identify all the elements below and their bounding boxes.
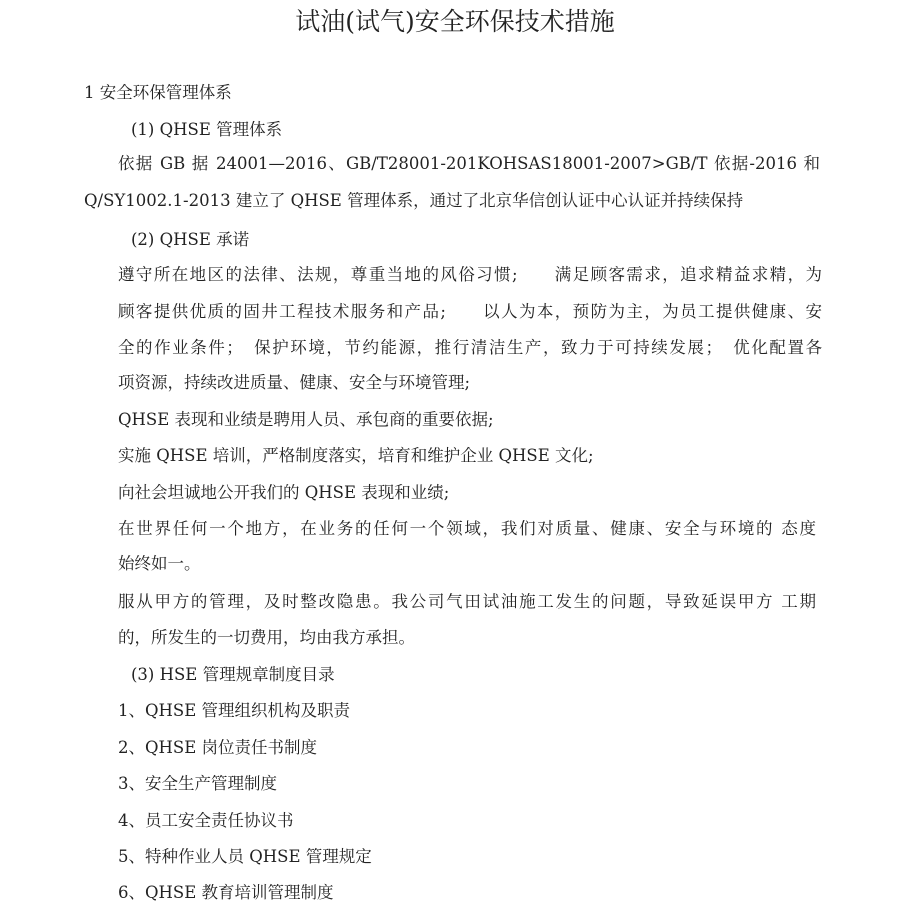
subsection-heading: (3) HSE 管理规章制度目录 bbox=[131, 665, 335, 684]
paragraph-line: 顾客提供优质的固井工程技术服务和产品; 以人为本，预防为主，为员工提供健康、安 bbox=[118, 302, 822, 321]
paragraph-line: 依据 GB 据 24001—2016、GB/T28001-201KOHSAS18001-2007>GB/T 依据-2016 和 bbox=[118, 154, 820, 173]
paragraph-line: 向社会坦诚地公开我们的 QHSE 表现和业绩; bbox=[118, 483, 450, 502]
list-item: 1、QHSE 管理组织机构及职责 bbox=[118, 701, 351, 720]
list-item: 6、QHSE 教育培训管理制度 bbox=[118, 883, 334, 902]
paragraph-line: QHSE 表现和业绩是聘用人员、承包商的重要依据; bbox=[118, 410, 494, 429]
paragraph-line: 的，所发生的一切费用，均由我方承担。 bbox=[118, 628, 415, 647]
paragraph-line: 全的作业条件； 保护环境，节约能源，推行清洁生产，致力于可持续发展； 优化配置各 bbox=[118, 338, 822, 357]
paragraph-line: 服从甲方的管理，及时整改隐患。我公司气田试油施工发生的问题，导致延误甲方 工期 bbox=[118, 592, 816, 611]
list-item: 2、QHSE 岗位责任书制度 bbox=[118, 738, 318, 757]
paragraph-line: 实施 QHSE 培训，严格制度落实，培育和维护企业 QHSE 文化; bbox=[118, 446, 594, 465]
paragraph-line: 在世界任何一个地方，在业务的任何一个领域，我们对质量、健康、安全与环境的 态度 bbox=[118, 519, 816, 538]
paragraph-line: Q/SY1002.1-2013 建立了 QHSE 管理体系，通过了北京华信创认证中心认证并持续保持 bbox=[84, 191, 744, 210]
list-item: 4、员工安全责任协议书 bbox=[118, 811, 294, 830]
paragraph-line: 遵守所在地区的法律、法规，尊重当地的风俗习惯; 满足顾客需求，追求精益求精，为 bbox=[118, 265, 822, 284]
subsection-heading: (2) QHSE 承诺 bbox=[131, 230, 250, 249]
document-title: 试油(试气)安全环保技术措施 bbox=[295, 7, 615, 36]
subsection-heading: (1) QHSE 管理体系 bbox=[131, 120, 283, 139]
list-item: 3、安全生产管理制度 bbox=[118, 774, 277, 793]
section-heading: 1 安全环保管理体系 bbox=[84, 83, 232, 102]
paragraph-line: 项资源，持续改进质量、健康、安全与环境管理; bbox=[118, 373, 471, 392]
list-item: 5、特种作业人员 QHSE 管理规定 bbox=[118, 847, 372, 866]
paragraph-line: 始终如一。 bbox=[118, 554, 201, 573]
